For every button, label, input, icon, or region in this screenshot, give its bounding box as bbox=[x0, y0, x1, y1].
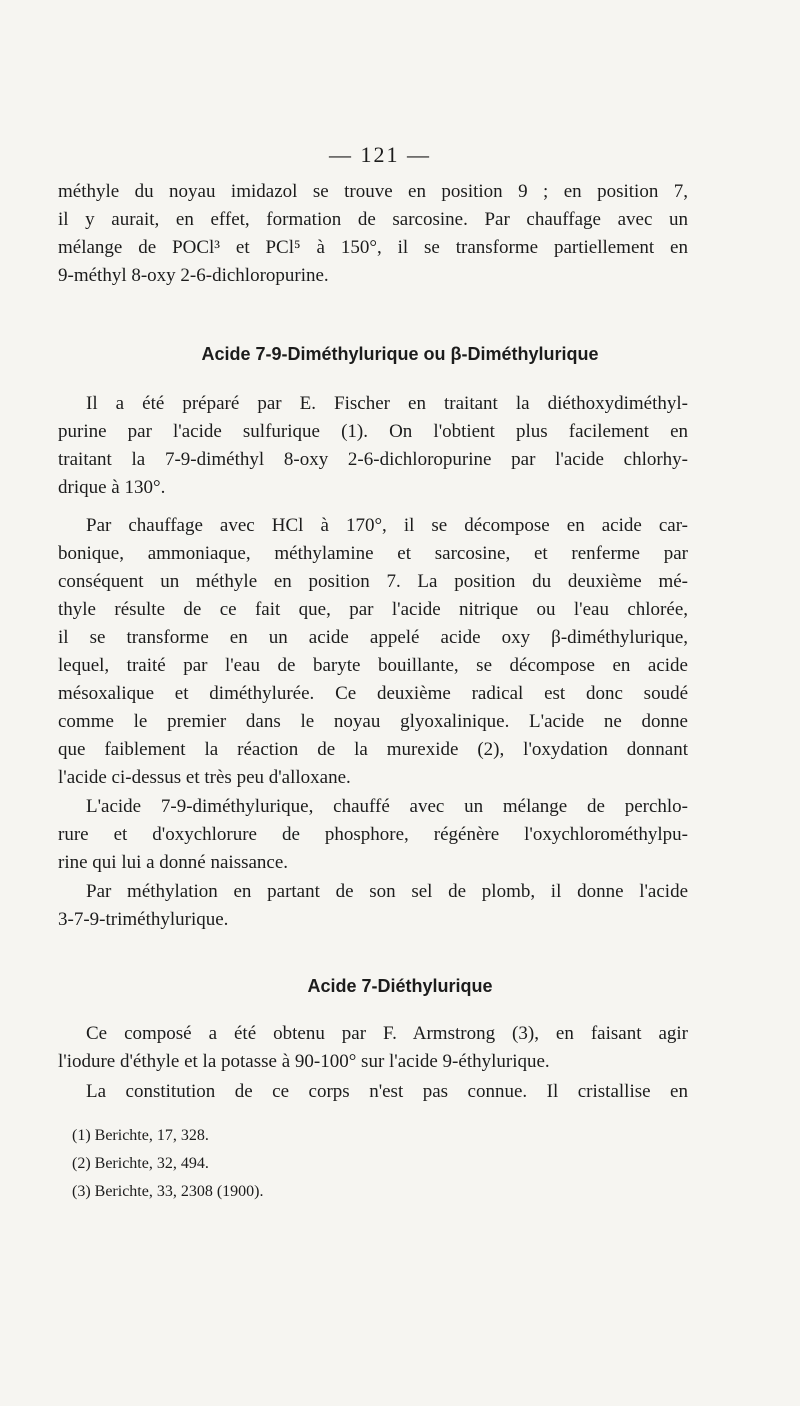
section-heading-1: Acide 7-9-Diméthylurique ou β-Diméthylurique bbox=[201, 344, 599, 364]
paragraph-5 bbox=[58, 878, 688, 934]
text-line: il y aurait, en effet, formation de sarcosine. Par chauffage avec un bbox=[58, 209, 688, 230]
paragraph-7 bbox=[58, 1078, 688, 1106]
text-line: Par chauffage avec HCl à 170°, il se décompose en acide car- bbox=[86, 515, 688, 536]
text-line: l'iodure d'éthyle et la potasse à 90-100° sur l'acide 9-éthylurique. bbox=[58, 1051, 550, 1072]
page-number: — 121 — bbox=[329, 142, 431, 167]
text-line: méthyle du noyau imidazol se trouve en position 9 ; en position 7, bbox=[58, 181, 688, 202]
text-line: bonique, ammoniaque, méthylamine et sarcosine, et renferme par bbox=[58, 543, 688, 564]
text-line: 9-méthyl 8-oxy 2-6-dichloropurine. bbox=[58, 265, 329, 286]
paragraph-1 bbox=[58, 178, 688, 290]
text-line: Il a été préparé par E. Fischer en traitant la diéthoxydiméthyl- bbox=[86, 393, 688, 414]
text-line: que faiblement la réaction de la murexide (2), l'oxydation donnant bbox=[58, 739, 688, 760]
text-line: Ce composé a été obtenu par F. Armstrong (3), en faisant agir bbox=[86, 1023, 688, 1044]
paragraph-4 bbox=[58, 793, 688, 877]
text-line: il se transforme en un acide appelé acide oxy β-diméthylurique, bbox=[58, 627, 688, 648]
text-line: traitant la 7-9-diméthyl 8-oxy 2-6-dichloropurine par l'acide chlorhy- bbox=[58, 449, 688, 470]
text-line: 3-7-9-triméthylurique. bbox=[58, 909, 229, 930]
footnote: (3) Berichte, 33, 2308 (1900). bbox=[72, 1183, 264, 1200]
text-line: La constitution de ce corps n'est pas connue. Il cristallise en bbox=[86, 1081, 688, 1102]
text-line: conséquent un méthyle en position 7. La position du deuxième mé- bbox=[58, 571, 688, 592]
text-line: rure et d'oxychlorure de phosphore, régénère l'oxychlorométhylpu- bbox=[58, 824, 688, 845]
footnote: (1) Berichte, 17, 328. bbox=[72, 1127, 209, 1144]
section-heading-2: Acide 7-Diéthylurique bbox=[307, 976, 493, 996]
text-line: comme le premier dans le noyau glyoxalinique. L'acide ne donne bbox=[58, 711, 688, 732]
footnote: (2) Berichte, 32, 494. bbox=[72, 1155, 209, 1172]
text-line: drique à 130°. bbox=[58, 477, 166, 498]
text-line: purine par l'acide sulfurique (1). On l'obtient plus facilement en bbox=[58, 421, 688, 442]
text-line: l'acide ci-dessus et très peu d'alloxane. bbox=[58, 767, 351, 788]
text-line: thyle résulte de ce fait que, par l'acide nitrique ou l'eau chlorée, bbox=[58, 599, 688, 620]
text-line: mélange de POCl³ et PCl⁵ à 150°, il se transforme partiellement en bbox=[58, 237, 688, 258]
text-line: rine qui lui a donné naissance. bbox=[58, 852, 289, 873]
text-line: Par méthylation en partant de son sel de plomb, il donne l'acide bbox=[86, 881, 688, 902]
paragraph-2 bbox=[58, 390, 688, 502]
paragraph-6 bbox=[58, 1020, 688, 1076]
text-line: lequel, traité par l'eau de baryte bouillante, se décompose en acide bbox=[58, 655, 688, 676]
text-line: mésoxalique et diméthylurée. Ce deuxième radical est donc soudé bbox=[58, 683, 688, 704]
paragraph-3 bbox=[58, 512, 688, 792]
footnotes bbox=[72, 1122, 472, 1206]
text-line: L'acide 7-9-diméthylurique, chauffé avec un mélange de perchlo- bbox=[86, 796, 688, 817]
